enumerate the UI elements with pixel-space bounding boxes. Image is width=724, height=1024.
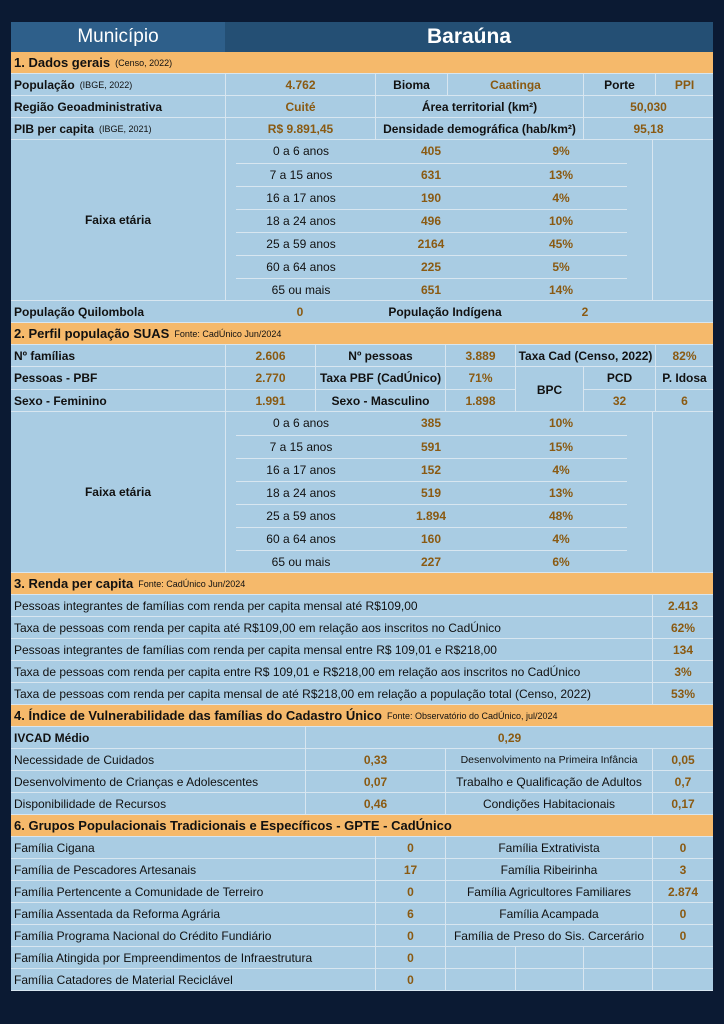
renda-list [11, 595, 713, 705]
gpte-value: 0 [375, 837, 445, 858]
empty-cell-divider [652, 947, 653, 968]
age-label: 25 a 59 anos [266, 508, 336, 523]
section-4-title: 4. Índice de Vulnerabilidade das famílias do Cadastro Único [14, 708, 382, 723]
sheet-header [11, 22, 713, 52]
age-percent: 6% [552, 554, 570, 569]
gpte-value: 0 [652, 925, 713, 946]
faixa-etaria-block-1 [11, 140, 713, 301]
ivcad-dimension-row [11, 793, 713, 815]
age-count: 591 [420, 439, 442, 454]
gpte-value: 3 [652, 859, 713, 880]
familias-row [11, 345, 713, 367]
renda-value: 2.413 [652, 595, 713, 616]
renda-row [11, 639, 713, 661]
municipal-data-sheet [11, 22, 713, 991]
ivcad-dim-value: 0,17 [652, 793, 713, 814]
ivcad-dim-label: Trabalho e Qualificação de Adultos [445, 771, 652, 792]
familias-label: Nº famílias [14, 348, 76, 363]
age-percent: 9% [552, 144, 570, 158]
age-count: 496 [420, 213, 442, 228]
age-count: 227 [420, 554, 442, 569]
pib-label: PIB per capita [14, 121, 95, 136]
pcd-label: PCD [583, 367, 655, 389]
pbf-label: Pessoas - PBF [14, 371, 98, 385]
area-label: Área territorial (km²) [375, 96, 583, 117]
densidade-label: Densidade demográfica (hab/km²) [375, 118, 583, 139]
renda-row [11, 683, 713, 705]
gpte-label: Família Pertencente a Comunidade de Terreiro [14, 884, 264, 899]
gpte-value: 0 [375, 969, 445, 990]
gpte-label: Família Agricultores Familiares [445, 881, 652, 902]
masc-label: Sexo - Masculino [315, 390, 445, 412]
gpte-value: 0 [652, 903, 713, 924]
gpte-label: Família Catadores de Material Reciclável [14, 972, 233, 987]
section-1-title: 1. Dados gerais [14, 55, 111, 70]
age-label: 60 a 64 anos [266, 531, 336, 546]
age-count: 405 [420, 144, 442, 158]
age-count: 1.894 [415, 508, 447, 523]
renda-label: Taxa de pessoas com renda per capita até R$109,00 em relação aos inscritos no CadÚnico [14, 620, 501, 635]
faixa-etaria-label: Faixa etária [84, 213, 152, 227]
gpte-label: Família de Preso do Sis. Carcerário [445, 925, 652, 946]
indigena-label: População Indígena [388, 304, 502, 319]
section-2-source: Fonte: CadÚnico Jun/2024 [174, 328, 282, 339]
ivcad-label: IVCAD Médio [14, 730, 90, 745]
age-row [236, 209, 627, 231]
quilombola-row [11, 301, 713, 323]
section-3-source: Fonte: CadÚnico Jun/2024 [138, 578, 246, 589]
age-percent: 10% [548, 416, 574, 430]
age-row [236, 435, 627, 457]
age-label: 16 a 17 anos [266, 190, 336, 205]
age-label: 7 a 15 anos [269, 439, 333, 454]
age-row [236, 412, 627, 434]
gpte-label: Família Programa Nacional do Crédito Fundiário [14, 928, 272, 943]
section-2-title: 2. Perfil população SUAS [14, 326, 170, 341]
municipio-label: Município [77, 26, 159, 47]
age-label: 7 a 15 anos [269, 167, 333, 182]
gpte-value: 0 [375, 925, 445, 946]
ivcad-dim-value: 0,07 [305, 771, 445, 792]
age-percent: 48% [548, 508, 574, 523]
ivcad-dim-label: Desenvolvimento na Primeira Infância [445, 749, 652, 770]
age-row [236, 140, 627, 162]
gpte-value: 2.874 [652, 881, 713, 902]
age-row [236, 232, 627, 254]
pessoas-label: Nº pessoas [315, 345, 445, 366]
age-count: 631 [420, 167, 442, 182]
taxacad-value: 82% [655, 345, 713, 366]
pib-value: R$ 9.891,45 [225, 118, 375, 139]
fem-label: Sexo - Feminino [14, 394, 107, 408]
age-percent: 45% [548, 236, 574, 251]
ivcad-dim-label: Condições Habitacionais [445, 793, 652, 814]
faixa-etaria-block-2 [11, 412, 713, 573]
renda-label: Taxa de pessoas com renda per capita mensal de até R$218,00 em relação a população total (Censo, 2022) [14, 686, 592, 701]
ivcad-dim-label: Necessidade de Cuidados [14, 752, 155, 767]
densidade-value: 95,18 [583, 118, 713, 139]
age-count: 152 [420, 462, 442, 477]
renda-value: 134 [652, 639, 713, 660]
empty-cell-divider [445, 947, 446, 968]
pidosa-value: 6 [655, 390, 713, 412]
gpte-row [11, 859, 713, 881]
bioma-label: Bioma [375, 74, 447, 95]
renda-value: 3% [652, 661, 713, 682]
age-count: 651 [420, 282, 442, 297]
quilombola-value: 0 [296, 304, 304, 319]
ivcad-row [11, 727, 713, 749]
populacao-row [11, 74, 713, 96]
gpte-row [11, 881, 713, 903]
populacao-value: 4.762 [225, 74, 375, 95]
age-label: 65 ou mais [271, 554, 331, 569]
empty-cell-divider [445, 969, 446, 990]
age-row [236, 278, 627, 300]
section-2-header [11, 323, 713, 345]
age-label: 18 a 24 anos [266, 213, 336, 228]
gpte-value: 0 [375, 947, 445, 968]
age-percent: 4% [552, 531, 570, 546]
age-count: 385 [420, 416, 442, 430]
age-label: 0 a 6 anos [272, 144, 330, 158]
section-4-source: Fonte: Observatório do CadÚnico, jul/2024 [386, 710, 558, 721]
indigena-value: 2 [581, 304, 589, 319]
age-percent: 10% [548, 213, 574, 228]
renda-row [11, 617, 713, 639]
ivcad-dim-value: 0,46 [305, 793, 445, 814]
faixa-etaria-label-2: Faixa etária [84, 485, 152, 499]
ivcad-dim-label: Disponibilidade de Recursos [14, 796, 167, 811]
empty-cell-divider [515, 947, 516, 968]
age-label: 25 a 59 anos [266, 236, 336, 251]
age-row [236, 163, 627, 185]
quilombola-label: População Quilombola [14, 304, 145, 319]
gpte-label: Família Cigana [14, 840, 95, 855]
renda-value: 53% [652, 683, 713, 704]
gpte-value: 17 [375, 859, 445, 880]
taxapbf-value: 71% [445, 367, 515, 389]
regiao-row [11, 96, 713, 118]
age-percent: 13% [548, 485, 574, 500]
masc-value: 1.898 [445, 390, 515, 412]
gpte-list [11, 837, 713, 991]
empty-cell-divider [583, 969, 584, 990]
gpte-row [11, 837, 713, 859]
age-row [236, 255, 627, 277]
gpte-label: Família de Pescadores Artesanais [14, 862, 197, 877]
gpte-label: Família Ribeirinha [445, 859, 652, 880]
pcd-value: 32 [583, 390, 655, 412]
age-label: 60 a 64 anos [266, 259, 336, 274]
taxacad-label: Taxa Cad (Censo, 2022) [515, 345, 655, 366]
gpte-value: 0 [375, 881, 445, 902]
age-percent: 15% [548, 439, 574, 454]
gpte-value: 6 [375, 903, 445, 924]
porte-value: PPI [655, 74, 713, 95]
age-percent: 5% [552, 259, 570, 274]
pbf-value: 2.770 [225, 367, 315, 389]
age-label: 18 a 24 anos [266, 485, 336, 500]
gpte-value: 0 [652, 837, 713, 858]
renda-value: 62% [652, 617, 713, 638]
empty-cell-divider [583, 947, 584, 968]
gpte-label: Família Assentada da Reforma Agrária [14, 906, 221, 921]
regiao-label: Região Geoadministrativa [14, 99, 163, 114]
fem-value: 1.991 [225, 390, 315, 412]
ivcad-value: 0,29 [305, 727, 713, 748]
gpte-label: Família Atingida por Empreendimentos de Infraestrutura [14, 950, 313, 965]
gpte-row [11, 925, 713, 947]
age-list-2 [11, 412, 713, 572]
section-1-header [11, 52, 713, 74]
populacao-source: (IBGE, 2022) [79, 79, 133, 90]
age-row [236, 186, 627, 208]
age-label: 16 a 17 anos [266, 462, 336, 477]
ivcad-dimension-row [11, 749, 713, 771]
renda-label: Pessoas integrantes de famílias com renda per capita mensal entre R$ 109,01 e R$218,00 [14, 642, 497, 657]
ivcad-dim-value: 0,7 [652, 771, 713, 792]
renda-label: Pessoas integrantes de famílias com renda per capita mensal até R$109,00 [14, 598, 418, 613]
city-name: Baraúna [225, 22, 713, 52]
pidosa-label: P. Idosa [655, 367, 713, 389]
gpte-row [11, 969, 713, 991]
gpte-row [11, 947, 713, 969]
area-value: 50,030 [583, 96, 713, 117]
section-3-header [11, 573, 713, 595]
age-percent: 13% [548, 167, 574, 182]
renda-row [11, 661, 713, 683]
gpte-row [11, 903, 713, 925]
ivcad-dim-label: Desenvolvimento de Crianças e Adolescentes [14, 774, 259, 789]
age-label: 0 a 6 anos [272, 416, 330, 430]
ivcad-dim-value: 0,05 [652, 749, 713, 770]
section-1-source: (Censo, 2022) [115, 57, 173, 68]
taxapbf-label: Taxa PBF (CadÚnico) [315, 367, 445, 389]
familias-value: 2.606 [225, 345, 315, 366]
ivcad-list [11, 749, 713, 815]
age-percent: 4% [552, 190, 570, 205]
age-row [236, 458, 627, 480]
pib-source: (IBGE, 2021) [99, 123, 152, 134]
porte-label: Porte [583, 74, 655, 95]
age-row [236, 481, 627, 503]
age-percent: 4% [552, 462, 570, 477]
section-6-title: 6. Grupos Populacionais Tradicionais e Específicos - GPTE - CadÚnico [14, 818, 452, 833]
gpte-label: Família Acampada [445, 903, 652, 924]
age-count: 2164 [417, 236, 445, 251]
age-count: 190 [420, 190, 442, 205]
ivcad-dim-value: 0,33 [305, 749, 445, 770]
section-6-header [11, 815, 713, 837]
age-list-1 [11, 140, 713, 300]
empty-cell-divider [515, 969, 516, 990]
age-count: 225 [420, 259, 442, 274]
bpc-label: BPC [515, 367, 583, 412]
age-count: 519 [420, 485, 442, 500]
age-row [236, 550, 627, 572]
regiao-value: Cuité [225, 96, 375, 117]
bioma-value: Caatinga [447, 74, 583, 95]
gpte-label: Família Extrativista [445, 837, 652, 858]
age-count: 160 [420, 531, 442, 546]
empty-cell-divider [652, 969, 653, 990]
pessoas-value: 3.889 [445, 345, 515, 366]
section-3-title: 3. Renda per capita [14, 576, 134, 591]
renda-row [11, 595, 713, 617]
section-4-header [11, 705, 713, 727]
pib-row [11, 118, 713, 140]
age-percent: 14% [548, 282, 574, 297]
renda-label: Taxa de pessoas com renda per capita entre R$ 109,01 e R$218,00 em relação aos inscritos no CadÚnico [14, 664, 581, 679]
populacao-label: População [14, 77, 75, 92]
age-row [236, 504, 627, 526]
pbf-sexo-block [11, 367, 713, 412]
age-label: 65 ou mais [271, 282, 331, 297]
ivcad-dimension-row [11, 771, 713, 793]
age-row [236, 527, 627, 549]
